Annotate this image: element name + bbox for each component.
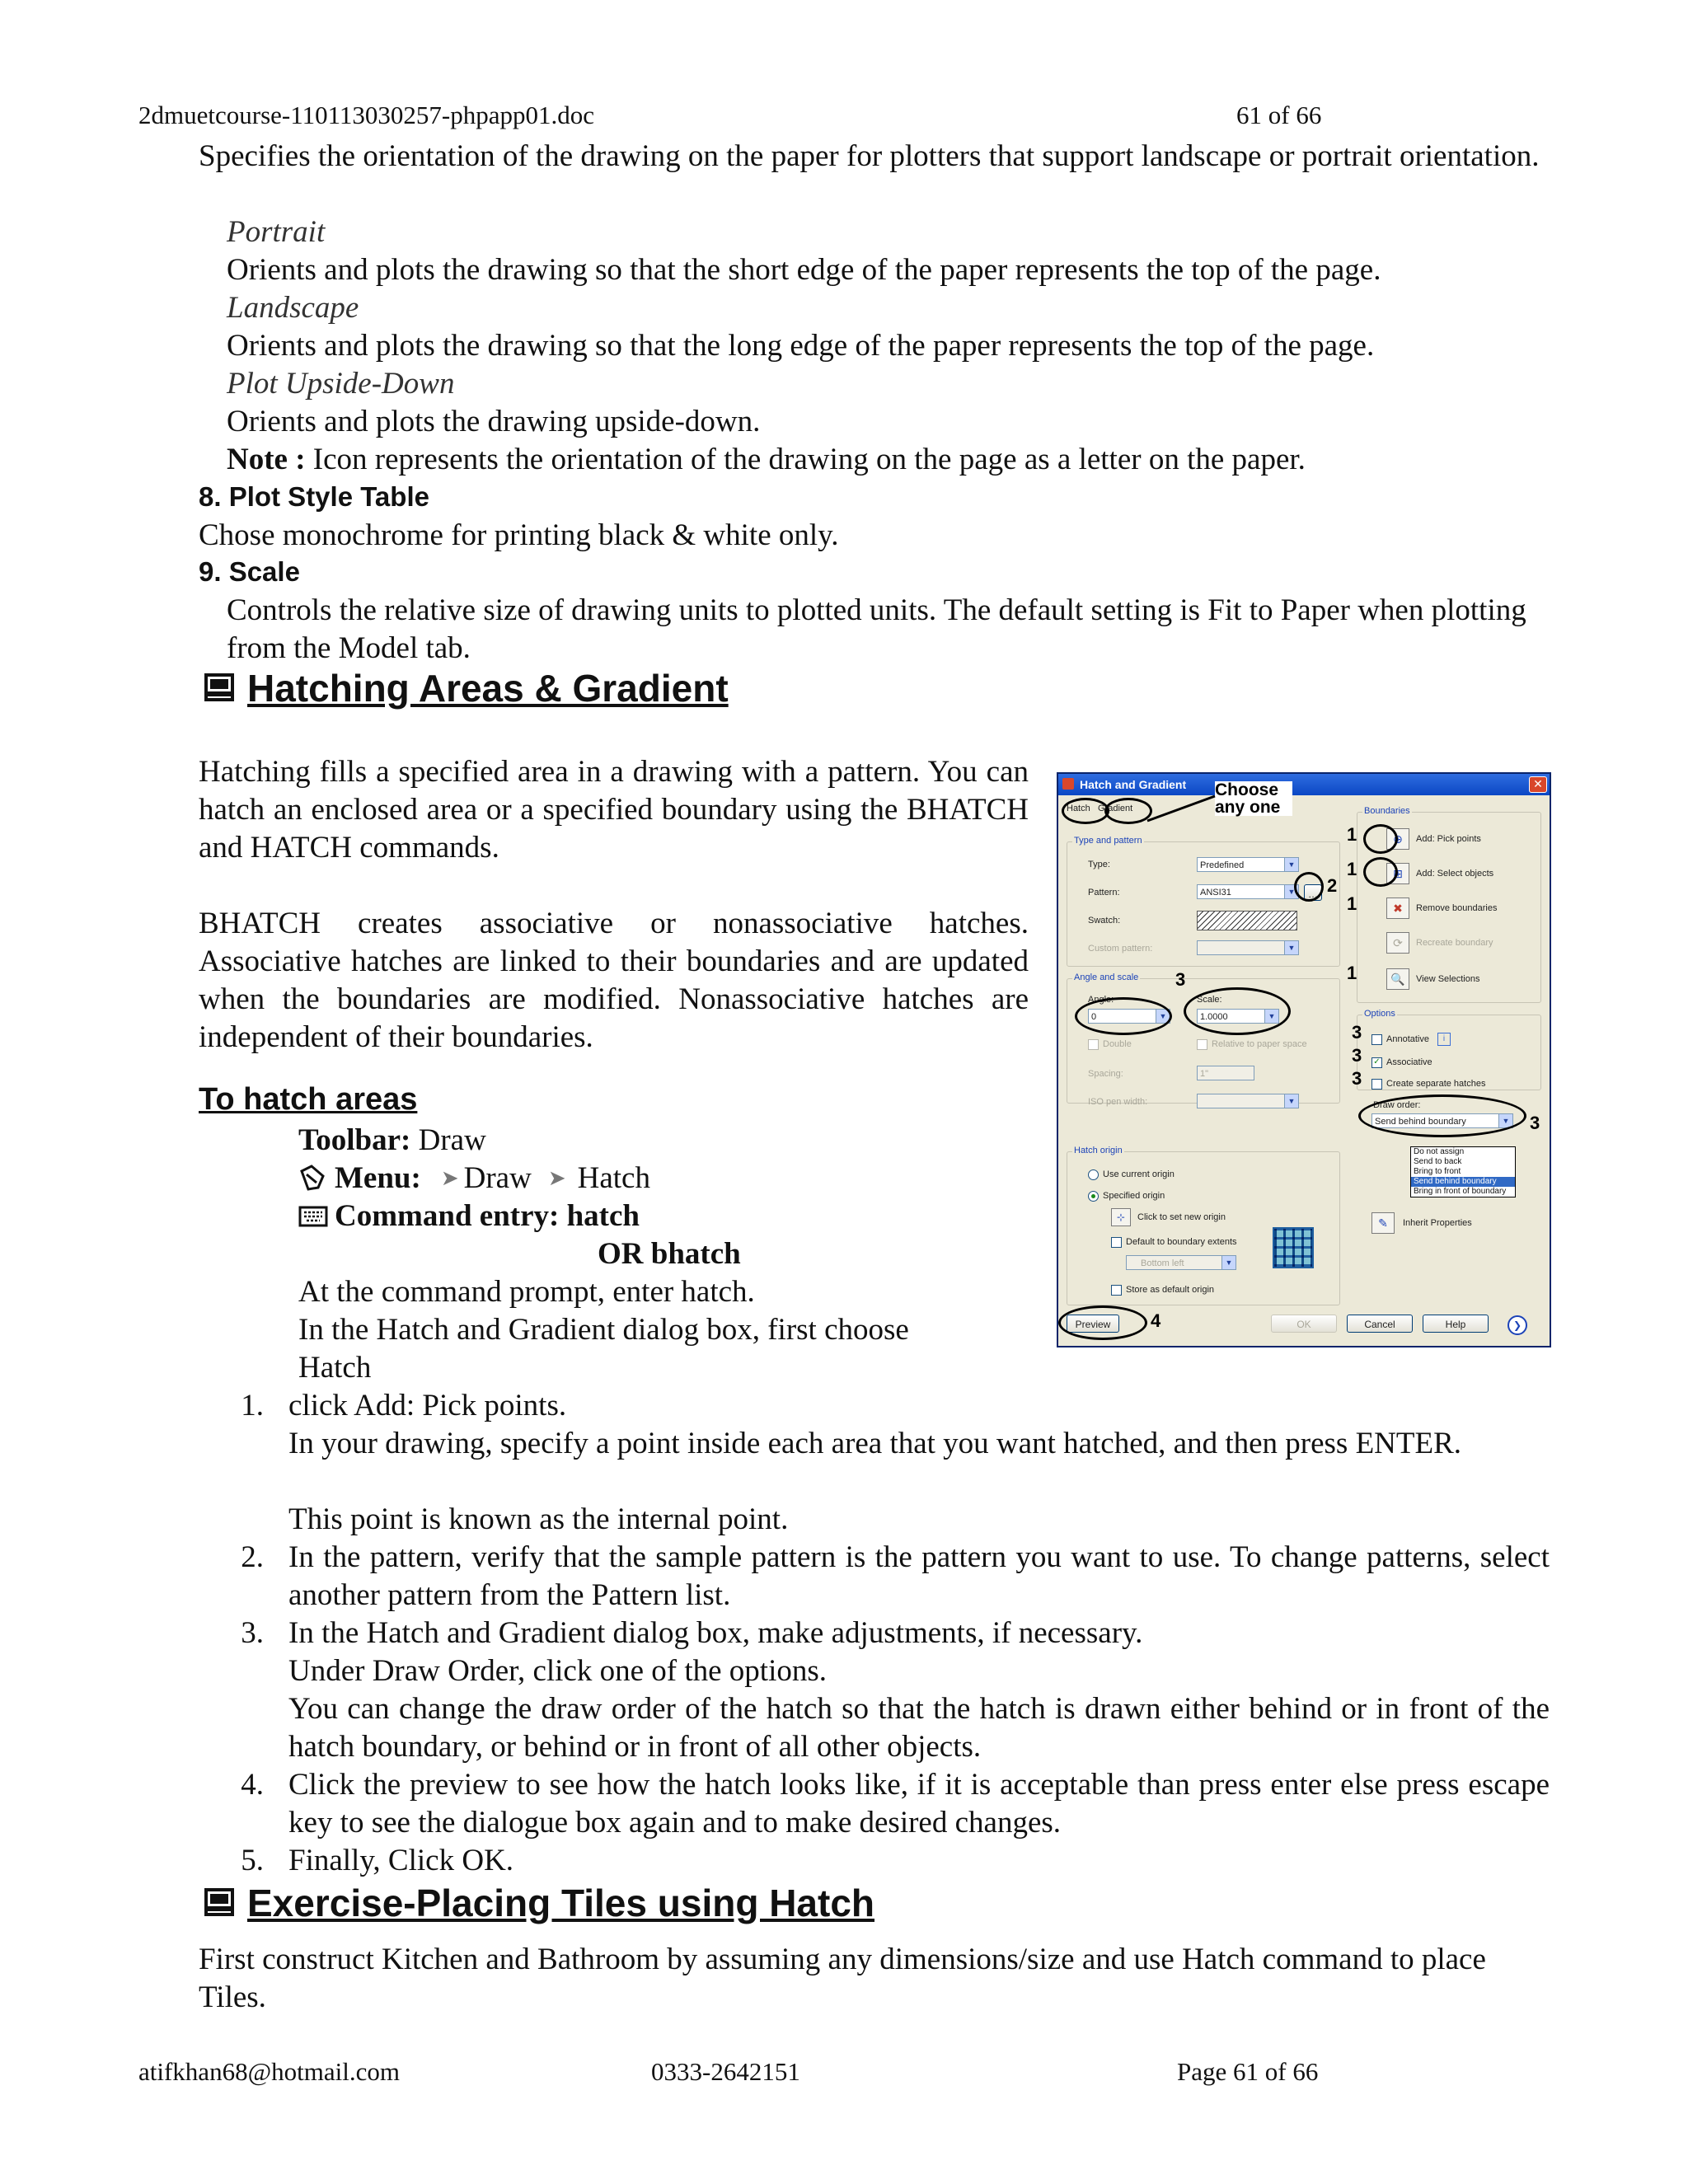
step-text: In the pattern, verify that the sample pattern is the pattern you want to use. To change patterns, select another pattern from the Pattern list. xyxy=(288,1540,1550,1612)
group-label: Hatch origin xyxy=(1074,1146,1123,1155)
angle-value: 0 xyxy=(1091,1012,1097,1022)
pattern-label: Pattern: xyxy=(1088,888,1120,898)
marker-1: 1 xyxy=(1347,824,1357,845)
plot-style-heading: 8. Plot Style Table xyxy=(199,481,429,512)
plot-style-text: Chose monochrome for printing black & white only. xyxy=(199,518,839,552)
chevron-down-icon: ▼ xyxy=(1156,1010,1170,1023)
store-default-checkbox[interactable] xyxy=(1111,1285,1122,1296)
pattern-browse-button[interactable]: … xyxy=(1304,884,1322,901)
type-label: Type: xyxy=(1088,860,1110,869)
upside-desc: Orients and plots the drawing upside-down. xyxy=(227,405,761,438)
pattern-select[interactable] xyxy=(1197,884,1299,899)
relative-label: Relative to paper space xyxy=(1212,1039,1307,1049)
swatch-preview[interactable] xyxy=(1197,911,1297,930)
draw-order-option[interactable]: Do not assign xyxy=(1414,1147,1465,1156)
marker-3: 3 xyxy=(1352,1022,1362,1043)
view-selections[interactable]: View Selections xyxy=(1416,974,1480,984)
note-label: Note : xyxy=(227,443,306,476)
custom-pattern-label: Custom pattern: xyxy=(1088,944,1153,954)
draw-order-label: Draw order: xyxy=(1373,1100,1421,1110)
marker-3: 3 xyxy=(1352,1045,1362,1066)
default-extents-checkbox[interactable] xyxy=(1111,1237,1122,1248)
hatch-gradient-dialog xyxy=(1057,772,1551,1347)
header-filename: 2dmuetcourse-110113030257-phpapp01.doc xyxy=(138,101,595,129)
recreate-boundary[interactable]: Recreate boundary xyxy=(1416,938,1493,948)
use-current-origin-label: Use current origin xyxy=(1103,1169,1175,1179)
step-number: 1. xyxy=(241,1389,264,1422)
orientation-intro: Specifies the orientation of the drawing on the paper for plotters that support landscape or portrait orientation. xyxy=(199,139,1540,173)
click-set-origin-label: Click to set new origin xyxy=(1137,1212,1226,1222)
hatching-para2: BHATCH creates associative or nonassociative hatches. Associative hatches are linked to their boundaries and are updated when the boundaries are modified. Nonassociative hatches are independent of their boundaries. xyxy=(199,907,1029,1054)
relative-checkbox[interactable] xyxy=(1197,1039,1207,1050)
marker-1: 1 xyxy=(1347,893,1357,914)
chevron-down-icon: ▼ xyxy=(1264,1010,1278,1023)
dialog-instruction-line2: Hatch xyxy=(298,1351,372,1385)
step-text: This point is known as the internal point. xyxy=(288,1502,789,1536)
exercise-heading-text: Exercise-Placing Tiles using Hatch xyxy=(247,1882,874,1924)
step-text: You can change the draw order of the hatch so that the hatch is drawn either behind or in front of the hatch boundary, or behind or in front of all other objects. xyxy=(288,1692,1550,1764)
bottom-left-value: Bottom left xyxy=(1141,1258,1184,1268)
step-number: 2. xyxy=(241,1540,264,1574)
ok-button[interactable]: OK xyxy=(1271,1315,1337,1333)
tab-hatch[interactable]: Hatch xyxy=(1067,804,1090,813)
marker-1: 1 xyxy=(1347,963,1357,983)
chevron-down-icon: ▼ xyxy=(1221,1256,1236,1269)
note-text: Icon represents the orientation of the drawing on the page as a letter on the paper. xyxy=(305,443,1306,476)
chevron-down-icon: ▼ xyxy=(1284,885,1298,898)
hatching-para1: Hatching fills a specified area in a drawing with a pattern. You can hatch an enclosed area or a specified boundary using the BHATCH and HATCH commands. xyxy=(199,755,1029,865)
marker-4: 4 xyxy=(1151,1310,1161,1331)
spacing-label: Spacing: xyxy=(1088,1069,1123,1079)
step-number: 5. xyxy=(241,1844,264,1877)
annotation-oval xyxy=(1062,798,1109,824)
chevron-down-icon: ▼ xyxy=(1284,941,1298,954)
autocad-icon xyxy=(1062,778,1074,790)
footer-email: atifkhan68@hotmail.com xyxy=(138,2057,400,2086)
marker-1: 1 xyxy=(1347,859,1357,879)
computer-icon xyxy=(203,672,236,705)
info-icon[interactable]: i xyxy=(1437,1033,1451,1046)
annotation-oval xyxy=(1363,824,1398,854)
associative-checkbox[interactable]: ✓ xyxy=(1372,1057,1382,1068)
cancel-button[interactable]: Cancel xyxy=(1347,1315,1413,1333)
add-pick-points[interactable]: Add: Pick points xyxy=(1416,834,1481,844)
marker-2: 2 xyxy=(1327,875,1338,896)
dialog-title: Hatch and Gradient xyxy=(1080,778,1187,791)
associative-label: Associative xyxy=(1386,1057,1432,1067)
type-value: Predefined xyxy=(1200,860,1245,870)
specified-origin-label: Specified origin xyxy=(1103,1191,1165,1201)
draw-order-option[interactable]: Send to back xyxy=(1414,1157,1462,1166)
annotation-oval xyxy=(1294,872,1324,902)
step-text: Under Draw Order, click one of the options. xyxy=(288,1654,828,1688)
step-text: click Add: Pick points. xyxy=(288,1389,567,1422)
tab-gradient[interactable]: Gradient xyxy=(1098,804,1133,813)
header-page: 61 of 66 xyxy=(1236,101,1322,129)
annotation-oval xyxy=(1075,997,1172,1035)
portrait-label: Portrait xyxy=(227,215,326,249)
menu-arrow-icon: ➤ xyxy=(440,1166,459,1190)
menu-pointer-icon xyxy=(298,1165,328,1193)
draw-order-list[interactable] xyxy=(1410,1146,1516,1197)
hatching-heading xyxy=(203,666,729,710)
menu-arrow-icon: ➤ xyxy=(547,1166,566,1190)
footer-page: Page 61 of 66 xyxy=(1177,2057,1319,2086)
recreate-boundary-icon[interactable]: ⟳ xyxy=(1386,932,1409,954)
spacing-input[interactable]: 1" xyxy=(1197,1066,1254,1080)
marker-3: 3 xyxy=(1530,1113,1540,1133)
bottom-left-select[interactable] xyxy=(1126,1255,1236,1270)
exercise-text: First construct Kitchen and Bathroom by assuming any dimensions/size and use Hatch command to place Tiles. xyxy=(199,1943,1486,2014)
portrait-desc: Orients and plots the drawing so that the short edge of the paper represents the top of the page. xyxy=(227,253,1381,287)
annotative-label: Annotative xyxy=(1386,1034,1429,1044)
draw-order-option[interactable]: Send behind boundary xyxy=(1411,1177,1515,1187)
custom-pattern-select[interactable] xyxy=(1197,940,1299,955)
landscape-label: Landscape xyxy=(227,291,359,325)
view-selections-icon[interactable]: 🔍 xyxy=(1386,968,1409,990)
group-label: Boundaries xyxy=(1364,806,1410,816)
use-current-origin-radio[interactable] xyxy=(1088,1169,1099,1180)
default-extents-label: Default to boundary extents xyxy=(1126,1237,1237,1247)
step-text: In the Hatch and Gradient dialog box, make adjustments, if necessary. xyxy=(288,1616,1143,1650)
scale-text: Controls the relative size of drawing units to plotted units. The default setting is Fit to Paper when plotting from the Model tab. xyxy=(227,593,1526,665)
add-select-objects[interactable]: Add: Select objects xyxy=(1416,869,1494,879)
annotation-oval xyxy=(1358,1094,1526,1137)
step-number: 3. xyxy=(241,1616,264,1650)
pick-points-icon[interactable]: ⊕ xyxy=(1386,828,1409,850)
type-select[interactable] xyxy=(1197,857,1299,872)
command-line xyxy=(298,1197,640,1235)
annotation-oval xyxy=(1184,987,1291,1035)
annotation-oval xyxy=(1058,1305,1147,1340)
chevron-down-icon: ▼ xyxy=(1284,1094,1298,1108)
command-or: OR bhatch xyxy=(598,1237,741,1271)
step-number: 4. xyxy=(241,1768,264,1802)
footer-phone: 0333-2642151 xyxy=(651,2057,800,2086)
draw-order-option[interactable]: Bring to front xyxy=(1414,1167,1461,1176)
annotative-checkbox[interactable] xyxy=(1372,1034,1382,1045)
upside-label: Plot Upside-Down xyxy=(227,367,455,401)
inherit-properties-icon[interactable]: ✎ xyxy=(1372,1212,1395,1234)
iso-select[interactable] xyxy=(1197,1094,1299,1108)
preview-button[interactable]: Preview xyxy=(1067,1315,1119,1333)
help-button[interactable]: Help xyxy=(1423,1315,1489,1333)
landscape-desc: Orients and plots the drawing so that the long edge of the paper represents the top of the page. xyxy=(227,329,1375,363)
note-line xyxy=(227,441,1306,479)
inherit-properties[interactable]: Inherit Properties xyxy=(1403,1218,1472,1228)
step-text: Click the preview to see how the hatch looks like, if it is acceptable than press enter else press escape key to see the dialogue box again and to make desired changes. xyxy=(288,1768,1550,1840)
more-options-icon[interactable]: ❯ xyxy=(1507,1315,1527,1335)
store-default-label: Store as default origin xyxy=(1126,1285,1215,1295)
group-label: Type and pattern xyxy=(1074,836,1142,846)
marker-3: 3 xyxy=(1175,969,1186,990)
step-text: In your drawing, specify a point inside each area that you want hatched, and then press ENTER. xyxy=(288,1427,1462,1460)
marker-3: 3 xyxy=(1352,1068,1362,1089)
group-label: Angle and scale xyxy=(1074,972,1139,982)
menu-item-draw: Draw xyxy=(463,1161,532,1195)
menu-item-hatch: Hatch xyxy=(577,1161,650,1195)
set-origin-icon[interactable]: ⊹ xyxy=(1111,1208,1131,1226)
dialog-titlebar xyxy=(1058,774,1550,795)
menu-line xyxy=(298,1160,650,1197)
dialog-instruction-line1: In the Hatch and Gradient dialog box, first choose xyxy=(298,1313,909,1347)
pattern-value: ANSI31 xyxy=(1200,888,1231,898)
chevron-down-icon: ▼ xyxy=(1498,1114,1512,1127)
to-hatch-heading: To hatch areas xyxy=(199,1082,418,1117)
iso-label: ISO pen width: xyxy=(1088,1097,1148,1107)
command-label: Command entry: hatch xyxy=(335,1199,640,1233)
create-separate-checkbox[interactable] xyxy=(1372,1079,1382,1090)
origin-preview-icon xyxy=(1273,1227,1314,1268)
exercise-heading xyxy=(203,1881,874,1925)
create-separate-label: Create separate hatches xyxy=(1386,1079,1486,1089)
step-text: Finally, Click OK. xyxy=(288,1844,514,1877)
angle-label: Angle: xyxy=(1088,995,1114,1005)
swatch-label: Swatch: xyxy=(1088,916,1121,926)
remove-boundaries-icon[interactable]: ✖ xyxy=(1386,898,1409,919)
chevron-down-icon: ▼ xyxy=(1284,858,1298,871)
annotation-oval xyxy=(1363,857,1398,887)
toolbar-label: Toolbar: xyxy=(298,1123,411,1157)
prompt-text: At the command prompt, enter hatch. xyxy=(298,1275,755,1309)
hatching-heading-text: Hatching Areas & Gradient xyxy=(247,667,729,710)
callout-pointer xyxy=(1146,791,1220,824)
toolbar-value: Draw xyxy=(410,1123,486,1157)
scale-value: 1.0000 xyxy=(1200,1012,1228,1022)
choose-callout: Choose any one xyxy=(1215,781,1292,816)
close-icon[interactable]: ✕ xyxy=(1529,776,1547,793)
draw-order-value: Send behind boundary xyxy=(1375,1117,1466,1127)
menu-label: Menu: xyxy=(335,1161,421,1195)
remove-boundaries[interactable]: Remove boundaries xyxy=(1416,903,1498,913)
scale-label: Scale: xyxy=(1197,995,1222,1005)
specified-origin-radio[interactable] xyxy=(1088,1191,1099,1202)
group-label: Options xyxy=(1364,1009,1395,1019)
scale-heading: 9. Scale xyxy=(199,556,300,587)
computer-icon xyxy=(203,1886,236,1919)
double-checkbox[interactable] xyxy=(1088,1039,1099,1050)
select-objects-icon[interactable]: ⊞ xyxy=(1386,863,1409,884)
keyboard-icon xyxy=(298,1204,328,1229)
double-label: Double xyxy=(1103,1039,1132,1049)
draw-order-option[interactable]: Bring in front of boundary xyxy=(1414,1187,1507,1196)
toolbar-line xyxy=(298,1122,486,1160)
